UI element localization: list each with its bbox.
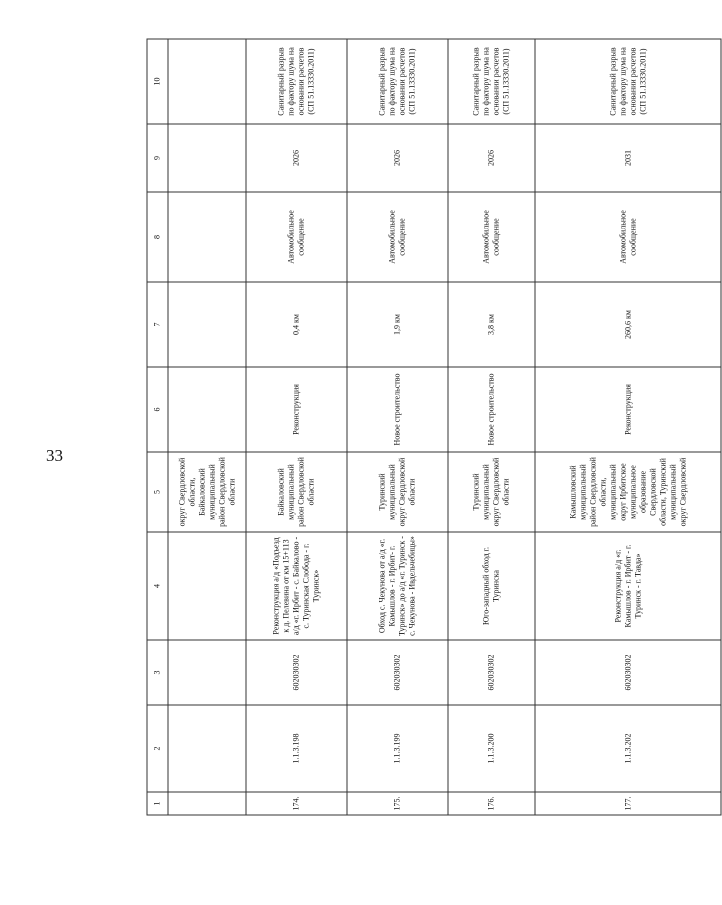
characteristic: Автомобильное сообщение [347,192,448,282]
table-cell [168,124,246,192]
object-name: Обход с. Чекунова от а/д «г. Камышлов - г. Ирбит- г. Туринск» до а/д «г. Туринск - с. Чекунова - Ивдельчебицы» [347,532,448,640]
header-cell: 5 [147,452,168,532]
table-row [246,39,347,815]
header-cell: 3 [147,640,168,705]
table-cell [168,282,246,367]
header-cell: 2 [147,705,168,792]
objects-table [147,39,722,816]
activity-type: Новое строительство [448,367,535,452]
object-code: 1.1.3.200 [448,705,535,792]
row-number: 175. [347,792,448,815]
location: Туринский муниципальный округ Свердловской области [347,452,448,532]
page-number: 33 [46,446,63,465]
length: 1,9 км [347,282,448,367]
activity-type: Реконструкция [535,367,721,452]
zone: Санитарный разрыв по фактору шума на основании расчетов (СП 51.13330.2011) [347,39,448,124]
object-code: 1.1.3.202 [535,705,721,792]
table-cell [168,640,246,705]
zone: Санитарный разрыв по фактору шума на основании расчетов (СП 51.13330.2011) [246,39,347,124]
table-cell [168,532,246,640]
header-cell: 10 [147,39,168,124]
year: 2026 [448,124,535,192]
table-cell: округ Свердловской области, Байкаловский муниципальный район Свердловской области [168,452,246,532]
zone: Санитарный разрыв по фактору шума на основании расчетов (СП 51.13330.2011) [535,39,721,124]
table-row [535,39,721,815]
table-row [347,39,448,815]
year: 2026 [347,124,448,192]
header-cell: 9 [147,124,168,192]
purpose-code: 602030302 [347,640,448,705]
table-cell [168,792,246,815]
table-row [448,39,535,815]
activity-type: Реконструкция [246,367,347,452]
row-number: 174. [246,792,347,815]
table-cell [168,39,246,124]
row-number: 177. [535,792,721,815]
purpose-code: 602030302 [535,640,721,705]
rotated-table-container [147,40,702,816]
location: Байкаловский муниципальный район Свердловской области [246,452,347,532]
object-name: Юго-западный обход г. Туринска [448,532,535,640]
location: Камышловский муниципальный район Свердловской области, муниципальный округ Ирбитское муниципальное образование Свердловской области, Туринский муниципальный округ Свердловской [535,452,721,532]
header-row [147,39,168,815]
characteristic: Автомобильное сообщение [448,192,535,282]
header-cell: 6 [147,367,168,452]
location: Туринский муниципальный округ Свердловской области [448,452,535,532]
object-name: Реконструкция а/д «Подъезд к д. Пелевина от км 15+113 а/д «г. Ирбит - с. Байкалово - с. Туринская Слобода - г. Туринск» [246,532,347,640]
length: 260,6 км [535,282,721,367]
zone: Санитарный разрыв по фактору шума на основании расчетов (СП 51.13330.2011) [448,39,535,124]
table-cell [168,367,246,452]
header-cell: 7 [147,282,168,367]
purpose-code: 602030302 [246,640,347,705]
purpose-code: 602030302 [448,640,535,705]
characteristic: Автомобильное сообщение [246,192,347,282]
object-code: 1.1.3.198 [246,705,347,792]
header-cell: 8 [147,192,168,282]
row-number: 176. [448,792,535,815]
characteristic: Автомобильное сообщение [535,192,721,282]
table-cell [168,705,246,792]
header-cell: 4 [147,532,168,640]
length: 3,8 км [448,282,535,367]
length: 0,4 км [246,282,347,367]
year: 2026 [246,124,347,192]
header-cell: 1 [147,792,168,815]
activity-type: Новое строительство [347,367,448,452]
year: 2031 [535,124,721,192]
table-cell [168,192,246,282]
object-name: Реконструкция а/д «г. Камышлов - г. Ирбит - г. Туринск - г. Тавда» [535,532,721,640]
object-code: 1.1.3.199 [347,705,448,792]
continuation-row [168,39,246,815]
